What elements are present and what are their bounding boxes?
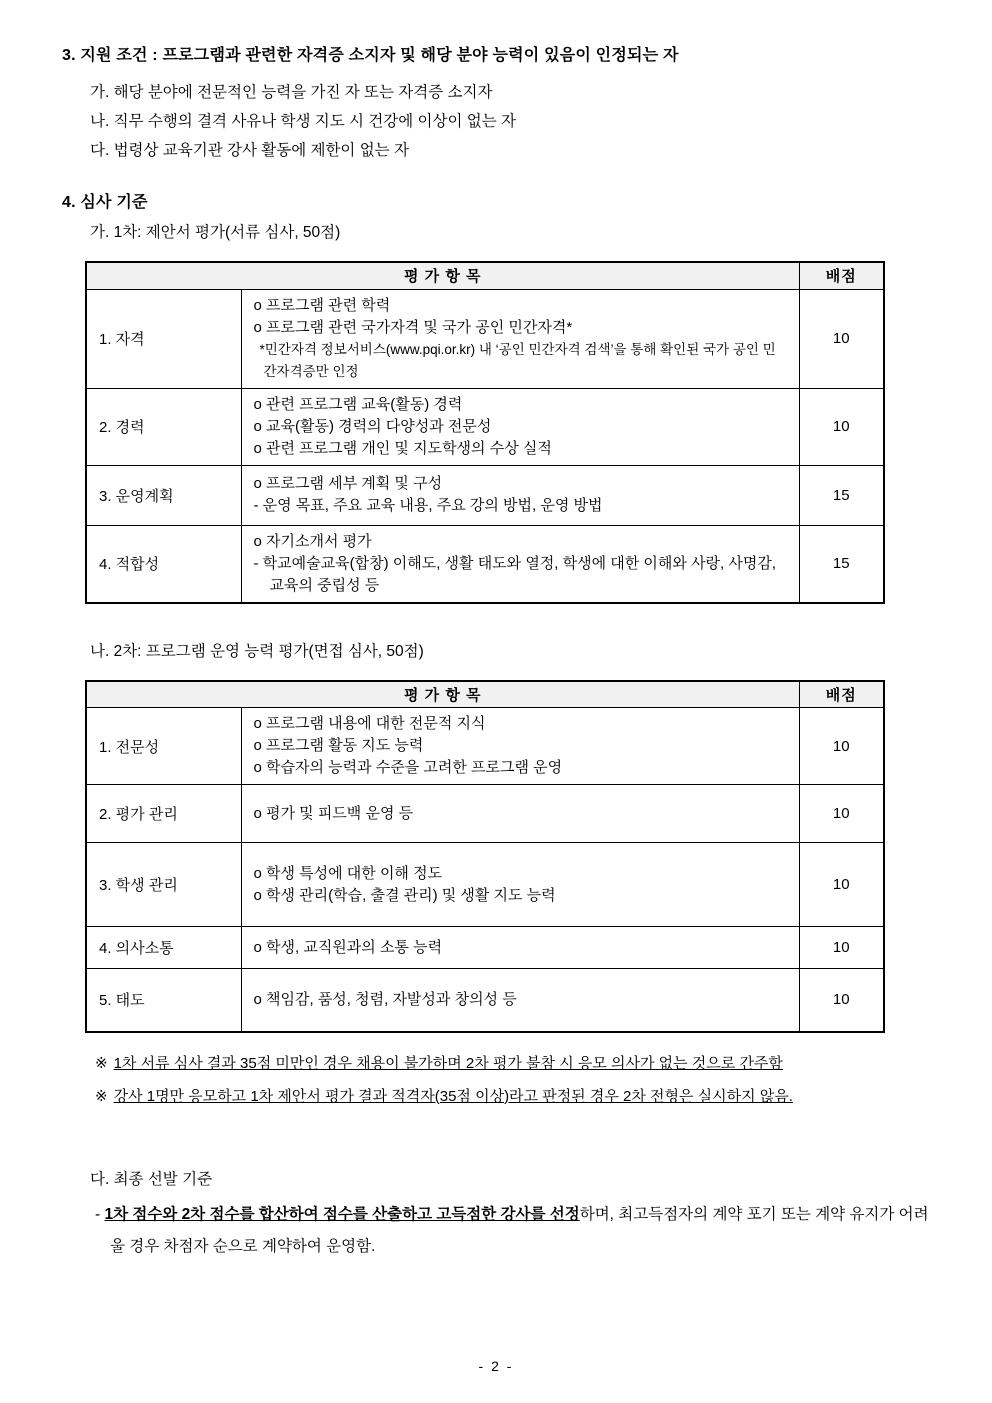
points-cell: 10 [799, 289, 884, 388]
table-row [86, 969, 884, 1032]
table-row [86, 927, 884, 969]
criteria-line: - 학교예술교육(합창) 이해도, 생활 태도와 열정, 학생에 대한 이해와 사랑, 사명감, 교육의 중립성 등 [253, 554, 777, 594]
table-header-row [86, 681, 884, 708]
final-selection-paragraph [95, 1199, 937, 1263]
category-cell: 2. 경력 [86, 388, 241, 465]
second-eval-heading: 나. 2차: 프로그램 운영 능력 평가(면접 심사, 50점) [90, 642, 424, 660]
criteria-line: o 프로그램 활동 지도 능력 [253, 737, 424, 754]
criteria-cell [241, 525, 799, 603]
first-eval-table [85, 261, 885, 604]
criteria-cell [241, 843, 799, 927]
table-header-row [86, 262, 884, 289]
points-header-cell: 배점 [799, 262, 884, 289]
dash-bullet: - [95, 1205, 101, 1223]
table-row [86, 525, 884, 603]
table-row [86, 843, 884, 927]
points-header-cell: 배점 [799, 681, 884, 708]
note-line [95, 1047, 934, 1080]
table-row [86, 785, 884, 843]
points-cell: 15 [799, 465, 884, 525]
section3-item-ga: 가. 해당 분야에 전문적인 능력을 가진 자 또는 자격증 소지자 [90, 84, 493, 101]
final-selection-emphasis: 1차 점수와 2차 점수를 합산하여 점수를 산출하고 고득점한 강사를 선정 [104, 1205, 580, 1223]
points-cell: 10 [799, 708, 884, 785]
evaluation-notes [95, 1047, 934, 1113]
criteria-header-cell: 평 가 항 목 [86, 262, 799, 289]
section3-heading: 3. 지원 조건 : 프로그램과 관련한 자격증 소지자 및 해당 분야 능력이 있음이 인정되는 자 [62, 47, 679, 64]
section4-heading: 4. 심사 기준 [62, 194, 148, 211]
points-cell: 10 [799, 927, 884, 969]
criteria-line: o 교육(활동) 경력의 다양성과 전문성 [253, 417, 492, 435]
criteria-line: o 학생 특성에 대한 이해 정도 [253, 864, 443, 882]
criteria-line: o 프로그램 세부 계획 및 구성 [253, 475, 443, 492]
note-text: 1차 서류 심사 결과 35점 미만인 경우 채용이 불가하며 2차 평가 불참 시 응모 의사가 없는 것으로 간주함 [113, 1054, 783, 1072]
table-row [86, 289, 884, 388]
criteria-line: o 평가 및 피드백 운영 등 [253, 804, 414, 822]
second-eval-table [85, 680, 885, 1033]
criteria-cell [241, 927, 799, 969]
criteria-footnote-line: *민간자격 정보서비스(www.pqi.or.kr) 내 ‘공인 민간자격 검색’을 통해 확인된 국가 공인 민간자격증만 인정 [259, 341, 776, 379]
criteria-cell [241, 708, 799, 785]
criteria-line: o 책임감, 품성, 청렴, 자발성과 창의성 등 [253, 990, 517, 1008]
page-number: - 2 - [478, 1358, 514, 1374]
final-selection-heading: 다. 최종 선발 기준 [90, 1170, 213, 1188]
criteria-cell [241, 465, 799, 525]
criteria-line: o 학생, 교직원과의 소통 능력 [253, 938, 443, 956]
criteria-line: o 학습자의 능력과 수준을 고려한 프로그램 운영 [253, 759, 563, 776]
points-cell: 15 [799, 525, 884, 603]
table-row [86, 465, 884, 525]
criteria-line: o 학생 관리(학습, 출결 관리) 및 생활 지도 능력 [253, 886, 556, 904]
section3-items [90, 78, 934, 165]
category-cell: 5. 태도 [86, 969, 241, 1032]
category-cell: 4. 의사소통 [86, 927, 241, 969]
criteria-header-cell: 평 가 항 목 [86, 681, 799, 708]
category-cell: 3. 운영계획 [86, 465, 241, 525]
table-row [86, 708, 884, 785]
criteria-line: o 자기소개서 평가 [253, 532, 372, 550]
category-cell: 4. 적합성 [86, 525, 241, 603]
table-row [86, 388, 884, 465]
points-cell: 10 [799, 388, 884, 465]
criteria-line: o 관련 프로그램 개인 및 지도학생의 수상 실적 [253, 439, 552, 457]
points-cell: 10 [799, 843, 884, 927]
section3-item-da: 다. 법령상 교육기관 강사 활동에 제한이 없는 자 [90, 142, 409, 159]
criteria-cell [241, 388, 799, 465]
category-cell: 1. 자격 [86, 289, 241, 388]
first-eval-heading: 가. 1차: 제안서 평가(서류 심사, 50점) [90, 224, 341, 241]
criteria-line: o 프로그램 관련 학력 [253, 296, 391, 314]
note-marker: ※ [95, 1054, 108, 1072]
criteria-line: o 프로그램 내용에 대한 전문적 지식 [253, 715, 486, 732]
note-marker: ※ [95, 1087, 108, 1105]
category-cell: 1. 전문성 [86, 708, 241, 785]
points-cell: 10 [799, 785, 884, 843]
criteria-line: o 프로그램 관련 국가자격 및 국가 공인 민간자격* [253, 318, 573, 336]
final-selection-rest: 하며, 최고득점자의 계약 포기 또는 계약 유지가 어려울 경우 차점자 순으로 계약하여 운영함. [110, 1205, 929, 1255]
points-cell: 10 [799, 969, 884, 1032]
note-text: 강사 1명만 응모하고 1차 제안서 평가 결과 적격자(35점 이상)라고 판정된 경우 2차 전형은 실시하지 않음. [113, 1087, 793, 1105]
category-cell: 2. 평가 관리 [86, 785, 241, 843]
section3-item-na: 나. 직무 수행의 결격 사유나 학생 지도 시 건강에 이상이 없는 자 [90, 113, 517, 130]
criteria-cell [241, 289, 799, 388]
category-cell: 3. 학생 관리 [86, 843, 241, 927]
note-line [95, 1080, 934, 1113]
criteria-cell [241, 969, 799, 1032]
criteria-cell [241, 785, 799, 843]
criteria-line: - 운영 목표, 주요 교육 내용, 주요 강의 방법, 운영 방법 [253, 497, 603, 514]
criteria-line: o 관련 프로그램 교육(활동) 경력 [253, 395, 463, 413]
